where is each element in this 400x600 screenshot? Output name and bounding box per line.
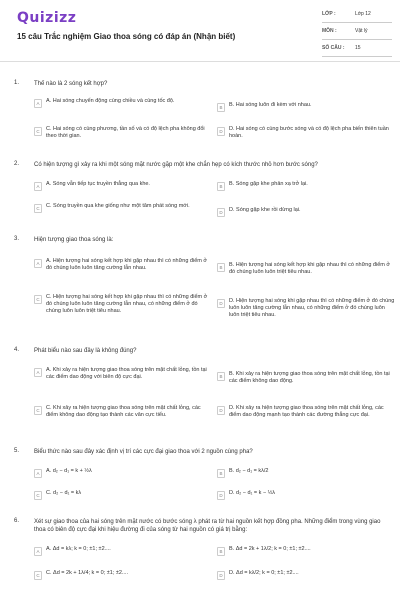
option-letter: C (34, 491, 42, 500)
option-d[interactable] (217, 207, 395, 217)
option-text: B. Hai sóng luôn đi kèm với nhau. (229, 102, 312, 108)
option-a[interactable] (34, 98, 214, 108)
option-d[interactable] (217, 126, 395, 140)
option-letter: B (217, 372, 225, 381)
question-text: Hiện tượng giao thoa sóng là: (34, 237, 114, 243)
option-letter: C (34, 127, 42, 136)
worksheet-header (0, 0, 400, 62)
meta-value: 15 (355, 45, 361, 51)
question-text: Có hiện tượng gì xảy ra khi một sóng mặt nước gặp một khe chắn hẹp có kích thước nhỏ hơn bước sóng? (34, 162, 318, 168)
option-letter: D (217, 571, 225, 580)
option-text: A. Hiện tượng hai sóng kết hợp khi gặp nhau thì có những điểm ở đó chúng luôn luôn tăng cường lẫn nhau. (46, 258, 207, 271)
meta-value: Vật lý (355, 28, 368, 34)
meta-row-grade (322, 6, 392, 23)
option-c[interactable] (34, 405, 214, 419)
meta-value: Lớp 12 (355, 11, 371, 17)
meta-key: MÔN : (322, 28, 337, 34)
option-text: A. Khi xảy ra hiện tượng giao thoa sóng trên mặt chất lỏng, tồn tại các điểm dao động với biên độ cực đại. (46, 367, 207, 380)
option-c[interactable] (34, 294, 214, 315)
meta-row-subject (322, 23, 392, 40)
option-text: C. Khi xảy ra hiện tượng giao thoa sóng trên mặt chất lỏng, các điểm không dao động tạo thành các vân cực tiểu. (46, 405, 201, 418)
option-d[interactable] (217, 405, 395, 419)
meta-key: LỚP : (322, 11, 336, 17)
option-letter: A (34, 182, 42, 191)
question-text: Thế nào là 2 sóng kết hợp? (34, 81, 108, 87)
option-d[interactable] (217, 298, 395, 319)
question-number: 3. (14, 236, 20, 242)
option-text: B. Δd = 2k + 1λ/2; k = 0; ±1; ±2.... (229, 546, 311, 552)
option-letter: A (34, 547, 42, 556)
meta-box (322, 6, 392, 57)
option-text: C. Sóng truyền qua khe giống như một tâm phát sóng mới. (46, 203, 190, 209)
option-letter: D (217, 208, 225, 217)
option-letter: A (34, 99, 42, 108)
option-letter: B (217, 263, 225, 272)
option-text: A. Hai sóng chuyển động cùng chiều và cùng tốc độ. (46, 98, 175, 104)
option-letter: D (217, 491, 225, 500)
option-letter: B (217, 182, 225, 191)
option-text: B. Sóng gặp khe phản xạ trở lại. (229, 181, 308, 187)
question-number: 6. (14, 518, 20, 524)
option-letter: B (217, 547, 225, 556)
question-number: 2. (14, 161, 20, 167)
option-a[interactable] (34, 468, 214, 478)
question-number: 4. (14, 347, 20, 353)
meta-row-count (322, 40, 392, 57)
option-d[interactable] (217, 490, 395, 500)
question-text: Xét sự giao thoa của hai sóng trên mặt nước có bước sóng λ phát ra từ hai nguồn kết hợp đồng pha. Những điểm trong vùng giao thoa có biên độ cực đại khi hiệu đường đi của sóng từ hai nguồn có giá trị bằng: (34, 519, 381, 533)
question-text: Biểu thức nào sau đây xác định vị trí các cực đại giao thoa với 2 nguồn cùng pha? (34, 449, 253, 455)
option-text: C. Hai sóng có cùng phương, tần số và có độ lệch pha không đổi theo thời gian. (46, 126, 205, 139)
option-text: C. d₂ − d₁ = kλ (46, 490, 82, 496)
option-letter: D (217, 127, 225, 136)
option-b[interactable] (217, 181, 395, 191)
option-text: D. Sóng gặp khe rồi dừng lại. (229, 207, 301, 213)
option-text: D. Hai sóng có cùng bước sóng và có độ lệch pha biến thiên tuần hoàn. (229, 126, 389, 139)
option-b[interactable] (217, 468, 395, 478)
option-letter: A (34, 259, 42, 268)
option-b[interactable] (217, 546, 395, 556)
option-text: C. Hiện tượng hai sóng kết hợp khi gặp nhau thì có những điểm ở đó chúng luôn luôn tăng cường lẫn nhau, có những điểm ở đó chúng luôn luôn triệt tiêu nhau. (46, 294, 208, 314)
option-letter: D (217, 406, 225, 415)
option-letter: D (217, 299, 225, 308)
option-letter: C (34, 204, 42, 213)
option-a[interactable] (34, 546, 214, 556)
option-b[interactable] (217, 102, 395, 112)
option-a[interactable] (34, 181, 214, 191)
option-c[interactable] (34, 490, 214, 500)
option-text: A. Sóng vẫn tiếp tục truyền thẳng qua khe. (46, 181, 150, 187)
option-text: A. Δd = kλ; k = 0; ±1; ±2.... (46, 546, 111, 552)
option-c[interactable] (34, 570, 214, 580)
option-letter: A (34, 368, 42, 377)
option-letter: B (217, 103, 225, 112)
option-text: D. Hiện tượng hai sóng khi gặp nhau thì có những điểm ở đó chúng luôn luôn tăng cường lẫn nhau, có những điểm ở đó chúng luôn luôn triệt tiêu nhau. (229, 298, 395, 318)
option-b[interactable] (217, 262, 395, 276)
meta-key: SỐ CÂU : (322, 45, 345, 51)
option-d[interactable] (217, 570, 395, 580)
option-text: B. Hiện tượng hai sóng kết hợp khi gặp nhau thì có những điểm ở đó chúng luôn luôn triệt tiêu nhau. (229, 262, 390, 275)
option-text: B. Khi xảy ra hiện tượng giao thoa sóng trên mặt chất lỏng, tồn tại các điểm không dao động. (229, 371, 390, 384)
question-number: 1. (14, 80, 20, 86)
option-letter: C (34, 406, 42, 415)
worksheet-title: 15 câu Trắc nghiệm Giao thoa sóng có đáp án (Nhận biết) (17, 32, 236, 41)
option-letter: A (34, 469, 42, 478)
option-text: D. d₂ − d₁ = k − ½λ (229, 490, 276, 496)
option-text: B. d₂ − d₁ = kλ/2 (229, 468, 269, 474)
option-text: D. Khi xảy ra hiện tượng giao thoa sóng trên mặt chất lỏng, các điểm dao động mạnh tạo thành các đường thẳng cực đại. (229, 405, 384, 418)
option-letter: B (217, 469, 225, 478)
option-text: C. Δd = 2k + 1λ/4; k = 0; ±1; ±2.... (46, 570, 129, 576)
option-a[interactable] (34, 258, 214, 272)
option-a[interactable] (34, 367, 214, 381)
question-number: 5. (14, 448, 20, 454)
option-text: D. Δd = kλ/2; k = 0; ±1; ±2.... (229, 570, 299, 576)
quizizz-logo: Quizizz (17, 10, 77, 26)
question-text: Phát biểu nào sau đây là không đúng? (34, 348, 137, 354)
option-b[interactable] (217, 371, 395, 385)
option-c[interactable] (34, 203, 214, 213)
option-c[interactable] (34, 126, 214, 140)
option-letter: C (34, 571, 42, 580)
option-text: A. d₂ − d₁ = k + ½λ (46, 468, 92, 474)
option-letter: C (34, 295, 42, 304)
